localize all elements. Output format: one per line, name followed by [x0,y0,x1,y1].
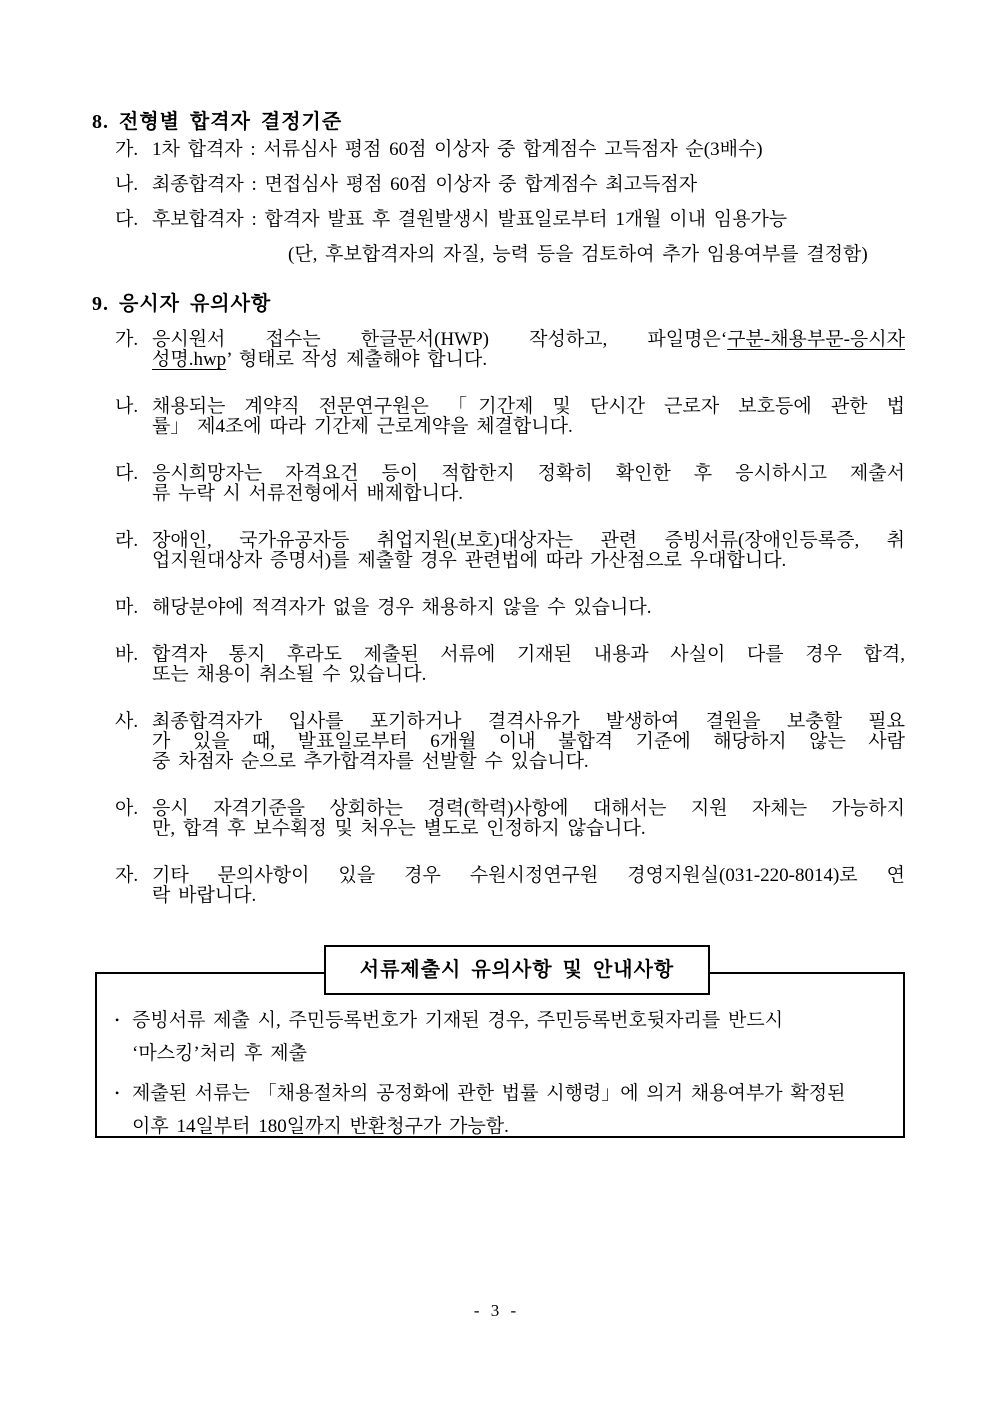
text-line: 또는 채용이 취소될 수 있습니다. [152,664,427,685]
item-text [152,210,905,230]
section-8 [92,0,905,265]
underlined-filename-part: 성명.hwp [152,349,227,370]
item-text [152,464,905,504]
item-label: 마. [115,597,139,618]
section8-item-ga [92,140,905,160]
text-line: 률」 제4조에 따라 기간제 근로계약을 체결합니다. [152,416,573,437]
item-label: 아. [115,798,139,819]
item-text [152,598,905,618]
section9-item-ja [92,866,905,906]
section9-item-da [92,464,905,504]
item-label: 자. [115,865,139,886]
text-line [152,330,905,350]
item-label: 다. [115,209,139,230]
text-line: 채용되는 계약직 전문연구원은 「기간제 및 단시간 근로자 보호등에 관한 법 [152,396,905,417]
notice-bullet [115,1077,889,1143]
bullet-icon: • [115,1013,120,1027]
text-line: 후보합격자 : 합격자 발표 후 결원발생시 발표일로부터 1개월 이내 임용가능 [152,209,788,230]
item-text [152,330,905,370]
notice-bullet [115,1004,889,1070]
item-text [152,645,905,685]
section-8-heading: 8. 전형별 합격자 결정기준 [92,111,343,133]
notice-box [95,972,905,1138]
text-line: 이후 14일부터 180일까지 반환청구가 가능함. [132,1116,509,1137]
section9-item-ba [92,645,905,685]
text-line: 제출된 서류는 「채용절차의 공정화에 관한 법률 시행령」에 의거 채용여부가 확정된 [132,1083,846,1104]
section9-item-ra [92,531,905,571]
section8-item-na [92,175,905,195]
section-8-items [92,140,905,265]
notice-box-title: 서류제출시 유의사항 및 안내사항 [324,945,710,995]
text-line: 락 바랍니다. [152,885,257,906]
section9-item-ga [92,330,905,370]
section-9-items [92,330,905,906]
item-text [152,397,905,437]
item-label: 나. [115,174,139,195]
bullet-icon: • [115,1086,120,1100]
text-line: 최종합격자 : 면접심사 평점 60점 이상자 중 합계점수 최고득점자 [152,174,698,195]
item-label: 바. [115,644,139,665]
page-number: - 3 - [473,1301,519,1320]
text-line: 증빙서류 제출 시, 주민등록번호가 기재된 경우, 주민등록번호뒷자리를 반드시 [132,1010,784,1031]
text-line: 해당분야에 적격자가 없을 경우 채용하지 않을 수 있습니다. [152,597,652,618]
section-9 [92,292,905,906]
section8-item-da [92,210,905,265]
item-label: 사. [115,711,139,732]
text-line: 응시 자격기준을 상회하는 경력(학력)사항에 대해서는 지원 자체는 가능하지 [152,798,905,819]
text-line: 업지원대상자 증명서)를 제출할 경우 관련법에 따라 가산점으로 우대합니다. [152,550,787,571]
item-label: 라. [115,530,139,551]
text-line: ‘마스킹’처리 후 제출 [132,1043,307,1064]
text-line: 가 있을 때, 발표일로부터 6개월 이내 불합격 기준에 해당하지 않는 사람 [152,731,905,752]
item-label: 나. [115,396,139,417]
text-line: 장애인, 국가유공자등 취업지원(보호)대상자는 관련 증빙서류(장애인등록증, 취 [152,530,905,551]
item-label: 다. [115,463,139,484]
text-line: 최종합격자가 입사를 포기하거나 결격사유가 발생하여 결원을 보충할 필요 [152,711,905,732]
item-text [152,712,905,772]
text-line: 기타 문의사항이 있을 경우 수원시정연구원 경영지원실(031-220-8014)로 연 [152,865,905,886]
underlined-filename-part: 구분-채용부문-응시자 [727,329,905,350]
item-text [152,175,905,195]
text-line: 류 누락 시 서류전형에서 배제합니다. [152,483,464,504]
text-line: 1차 합격자 : 서류심사 평점 60점 이상자 중 합계점수 고득점자 순(3배수) [152,139,763,160]
section9-item-a [92,799,905,839]
item-label: 가. [115,139,139,160]
section-9-heading: 9. 응시자 유의사항 [92,293,272,315]
item-text [152,531,905,571]
text-line [152,350,905,370]
section9-item-na [92,397,905,437]
text-run: ’ 형태로 작성 제출해야 합니다. [226,349,488,370]
item-label: 가. [115,329,139,350]
item-text [152,866,905,906]
text-line: 만, 합격 후 보수획정 및 처우는 별도로 인정하지 않습니다. [152,818,646,839]
item-text [152,799,905,839]
item-text [152,140,905,160]
text-line: 중 차점자 순으로 추가합격자를 선발할 수 있습니다. [152,751,589,772]
section9-item-ma [92,598,905,618]
text-line: 응시희망자는 자격요건 등이 적합한지 정확히 확인한 후 응시하시고 제출서 [152,463,905,484]
text-run: 응시원서 접수는 한글문서(HWP) 작성하고, 파일명은‘ [152,329,728,350]
bullet-text [132,1077,889,1143]
text-line: 합격자 통지 후라도 제출된 서류에 기재된 내용과 사실이 다를 경우 합격, [152,644,905,665]
item-note: (단, 후보합격자의 자질, 능력 등을 검토하여 추가 임용여부를 결정함) [288,244,868,265]
bullet-text [132,1004,889,1070]
section9-item-sa [92,712,905,772]
